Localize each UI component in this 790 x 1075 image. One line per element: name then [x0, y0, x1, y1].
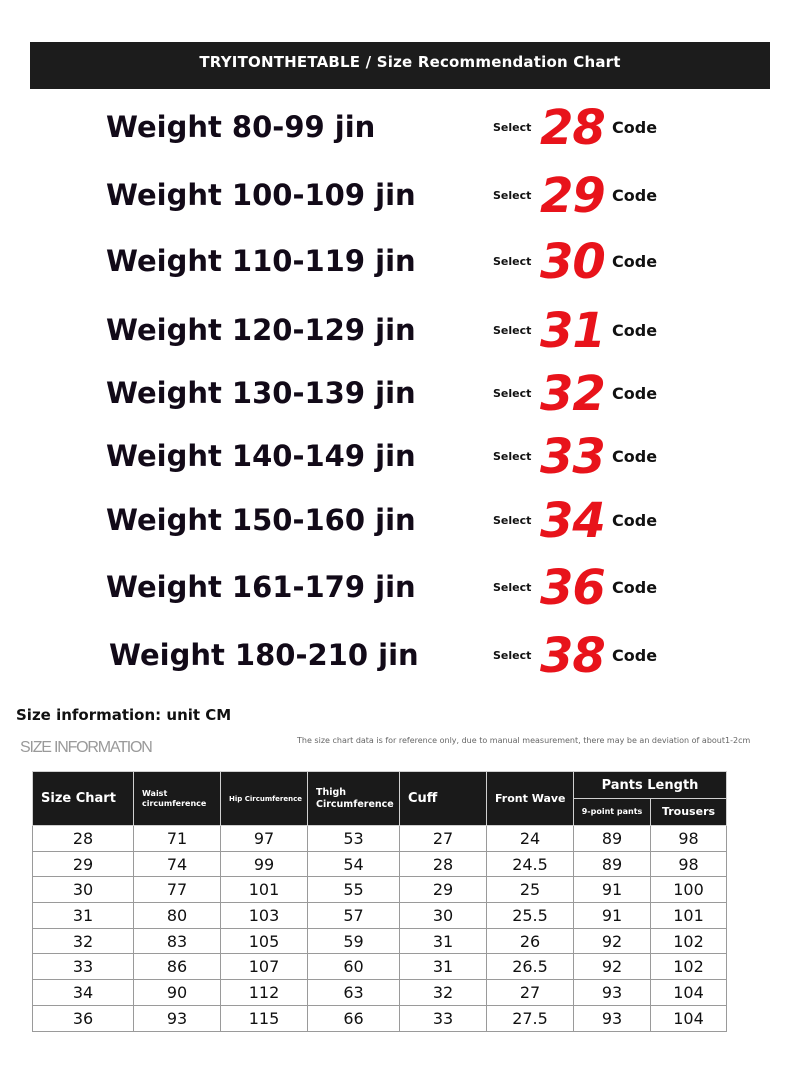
table-cell: 99	[221, 851, 308, 877]
weight-range: Weight 180-210 jin	[109, 638, 419, 672]
code-label: Code	[612, 447, 658, 466]
table-cell: 89	[574, 851, 651, 877]
header-pants-length: Pants Length	[574, 772, 727, 799]
table-cell: 25	[487, 877, 574, 903]
table-cell: 77	[134, 877, 221, 903]
weight-range: Weight 130-139 jin	[106, 376, 416, 410]
table-cell: 27.5	[487, 1005, 574, 1031]
size-code: 33	[540, 429, 605, 485]
select-label: Select	[493, 649, 532, 662]
table-row	[33, 826, 727, 852]
table-row	[33, 954, 727, 980]
recommendation-row	[0, 168, 790, 228]
table-cell: 93	[134, 1005, 221, 1031]
weight-range: Weight 120-129 jin	[106, 313, 416, 347]
table-cell: 66	[308, 1005, 400, 1031]
table-cell: 26	[487, 928, 574, 954]
select-label: Select	[493, 255, 532, 268]
code-label: Code	[612, 321, 658, 340]
banner-title: TRYITONTHETABLE / Size Recommendation Chart	[199, 53, 621, 71]
size-code: 28	[540, 100, 605, 156]
table-cell: 27	[400, 826, 487, 852]
header-nine-point-pants: 9-point pants	[574, 799, 651, 826]
measurement-note: The size chart data is for reference only, due to manual measurement, there may be an deviation of about1-2cm	[297, 736, 751, 745]
recommendation-row	[0, 234, 790, 294]
table-row	[33, 877, 727, 903]
table-cell: 36	[33, 1005, 134, 1031]
size-code: 29	[540, 168, 605, 224]
table-cell: 30	[33, 877, 134, 903]
table-cell: 104	[651, 980, 727, 1006]
size-table	[32, 771, 727, 1032]
header-trousers: Trousers	[651, 799, 727, 826]
code-label: Code	[612, 186, 658, 205]
table-cell: 93	[574, 980, 651, 1006]
weight-range: Weight 110-119 jin	[106, 244, 416, 278]
table-cell: 24.5	[487, 851, 574, 877]
recommendation-row	[0, 303, 790, 363]
table-cell: 53	[308, 826, 400, 852]
table-cell: 31	[400, 928, 487, 954]
code-label: Code	[612, 646, 658, 665]
header-front-wave: Front Wave	[487, 772, 574, 826]
recommendation-row	[0, 560, 790, 620]
table-row	[33, 1005, 727, 1031]
table-cell: 98	[651, 851, 727, 877]
code-label: Code	[612, 511, 658, 530]
table-cell: 57	[308, 903, 400, 929]
table-cell: 32	[33, 928, 134, 954]
weight-range: Weight 80-99 jin	[106, 110, 376, 144]
table-row	[33, 903, 727, 929]
table-cell: 28	[400, 851, 487, 877]
header-waist: Waist circumference	[134, 772, 221, 826]
table-cell: 91	[574, 903, 651, 929]
table-cell: 63	[308, 980, 400, 1006]
header-hip: Hip Circumference	[221, 772, 308, 826]
table-row	[33, 928, 727, 954]
table-cell: 55	[308, 877, 400, 903]
size-information-logo: SIZE INFORMATION	[20, 739, 152, 756]
table-cell: 104	[651, 1005, 727, 1031]
recommendation-row	[0, 493, 790, 553]
select-label: Select	[493, 324, 532, 337]
select-label: Select	[493, 450, 532, 463]
code-label: Code	[612, 118, 658, 137]
header-cuff: Cuff	[400, 772, 487, 826]
table-cell: 26.5	[487, 954, 574, 980]
table-cell: 115	[221, 1005, 308, 1031]
weight-range: Weight 161-179 jin	[106, 570, 416, 604]
table-cell: 27	[487, 980, 574, 1006]
title-banner	[30, 42, 770, 89]
table-cell: 92	[574, 954, 651, 980]
table-cell: 25.5	[487, 903, 574, 929]
table-cell: 97	[221, 826, 308, 852]
table-cell: 103	[221, 903, 308, 929]
table-cell: 91	[574, 877, 651, 903]
size-code: 30	[540, 234, 605, 290]
table-cell: 98	[651, 826, 727, 852]
size-code: 34	[540, 493, 605, 549]
code-label: Code	[612, 578, 658, 597]
table-cell: 101	[221, 877, 308, 903]
table-cell: 86	[134, 954, 221, 980]
size-code: 38	[540, 628, 605, 684]
recommendation-row	[0, 100, 790, 160]
table-cell: 93	[574, 1005, 651, 1031]
table-cell: 29	[33, 851, 134, 877]
table-cell: 80	[134, 903, 221, 929]
weight-range: Weight 150-160 jin	[106, 503, 416, 537]
table-cell: 101	[651, 903, 727, 929]
table-cell: 89	[574, 826, 651, 852]
size-code: 36	[540, 560, 605, 616]
table-cell: 107	[221, 954, 308, 980]
size-code: 32	[540, 366, 605, 422]
select-label: Select	[493, 387, 532, 400]
table-cell: 100	[651, 877, 727, 903]
table-cell: 83	[134, 928, 221, 954]
recommendation-row	[0, 429, 790, 489]
table-cell: 30	[400, 903, 487, 929]
table-cell: 60	[308, 954, 400, 980]
table-cell: 31	[33, 903, 134, 929]
table-cell: 54	[308, 851, 400, 877]
table-cell: 71	[134, 826, 221, 852]
select-label: Select	[493, 189, 532, 202]
table-cell: 59	[308, 928, 400, 954]
table-row	[33, 851, 727, 877]
size-code: 31	[540, 303, 605, 359]
table-cell: 74	[134, 851, 221, 877]
select-label: Select	[493, 514, 532, 527]
weight-range: Weight 140-149 jin	[106, 439, 416, 473]
table-cell: 34	[33, 980, 134, 1006]
table-cell: 33	[400, 1005, 487, 1031]
table-row	[33, 980, 727, 1006]
header-size-chart: Size Chart	[33, 772, 134, 826]
table-cell: 28	[33, 826, 134, 852]
code-label: Code	[612, 252, 658, 271]
recommendation-row	[0, 366, 790, 426]
table-cell: 105	[221, 928, 308, 954]
table-cell: 112	[221, 980, 308, 1006]
select-label: Select	[493, 581, 532, 594]
table-cell: 24	[487, 826, 574, 852]
table-cell: 33	[33, 954, 134, 980]
header-thigh: Thigh Circumference	[308, 772, 400, 826]
table-cell: 32	[400, 980, 487, 1006]
select-label: Select	[493, 121, 532, 134]
table-cell: 102	[651, 928, 727, 954]
weight-range: Weight 100-109 jin	[106, 178, 416, 212]
table-cell: 90	[134, 980, 221, 1006]
table-cell: 92	[574, 928, 651, 954]
table-cell: 29	[400, 877, 487, 903]
table-cell: 31	[400, 954, 487, 980]
table-cell: 102	[651, 954, 727, 980]
size-info-title: Size information: unit CM	[16, 706, 232, 724]
recommendation-row	[0, 628, 790, 688]
code-label: Code	[612, 384, 658, 403]
